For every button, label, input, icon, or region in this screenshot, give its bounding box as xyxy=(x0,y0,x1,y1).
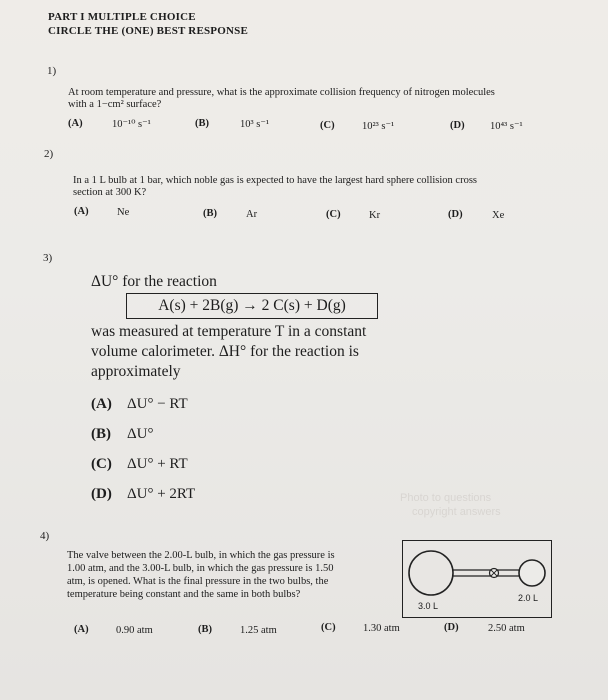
q4-option-d-text[interactable]: 2.50 atm xyxy=(488,623,525,634)
question-1-text-line2: with a 1−cm² surface? xyxy=(68,99,162,110)
question-4-text-line2: 1.00 atm, and the 3.00-L bulb, in which the gas pressure is 1.50 xyxy=(67,563,334,574)
q4-option-c-letter[interactable]: (C) xyxy=(321,622,336,633)
q4-option-b-text[interactable]: 1.25 atm xyxy=(240,625,277,636)
question-2-text-line2: section at 300 K? xyxy=(73,187,147,198)
q1-option-c-letter[interactable]: (C) xyxy=(320,120,335,131)
right-bulb xyxy=(519,560,545,586)
q1-option-a-letter[interactable]: (A) xyxy=(68,118,83,129)
q2-option-a-text[interactable]: Ne xyxy=(117,207,130,218)
q2-option-d-letter[interactable]: (D) xyxy=(448,209,463,220)
left-bulb-label: 3.0 L xyxy=(418,601,439,611)
q3-option-a[interactable] xyxy=(91,396,188,413)
q2-option-a-letter[interactable]: (A) xyxy=(74,206,89,217)
q1-option-b-text[interactable]: 10³ s⁻¹ xyxy=(240,119,270,130)
watermark-line1: Photo to questions xyxy=(400,492,492,504)
q3-option-c[interactable] xyxy=(91,456,188,473)
q1-option-b-letter[interactable]: (B) xyxy=(195,118,209,129)
q2-option-d-text[interactable]: Xe xyxy=(492,210,505,221)
reaction-equation-box: A(s) + 2B(g) → 2 C(s) + D(g) xyxy=(126,293,378,319)
question-2-text-line1: In a 1 L bulb at 1 bar, which noble gas is expected to have the largest hard sphere collision cross xyxy=(73,175,478,186)
q2-option-c-letter[interactable]: (C) xyxy=(326,209,341,220)
question-4-text-line4: temperature being constant and the same in both bulbs? xyxy=(67,589,301,600)
question-4-text-line3: atm, is opened. What is the final pressure in the two bulbs, the xyxy=(67,576,329,587)
q3-option-c-text: ΔU° + RT xyxy=(127,456,188,472)
question-1-text-line1: At room temperature and pressure, what is the approximate collision frequency of nitrogen molecules xyxy=(68,87,495,98)
q3-option-b[interactable] xyxy=(91,426,153,443)
q3-option-d-text: ΔU° + 2RT xyxy=(127,486,196,502)
q4-option-d-letter[interactable]: (D) xyxy=(444,622,459,633)
question-2-number: 2) xyxy=(44,148,54,160)
question-4-number: 4) xyxy=(40,530,50,542)
q2-option-b-text[interactable]: Ar xyxy=(246,209,258,220)
q3-option-a-letter: (A) xyxy=(91,396,112,412)
question-1-number: 1) xyxy=(47,65,57,77)
question-3-line2: was measured at temperature T in a constant xyxy=(91,323,367,340)
q1-option-d-text[interactable]: 10⁴³ s⁻¹ xyxy=(490,121,523,132)
q1-option-d-letter[interactable]: (D) xyxy=(450,120,465,131)
q3-option-b-letter: (B) xyxy=(91,426,111,442)
q3-option-b-text: ΔU° xyxy=(127,426,154,442)
watermark-line2: copyright answers xyxy=(412,506,501,518)
q4-option-b-letter[interactable]: (B) xyxy=(198,624,212,635)
part-instructions: CIRCLE THE (ONE) BEST RESPONSE xyxy=(48,25,248,37)
question-3-line4: approximately xyxy=(91,363,181,380)
q1-option-c-text[interactable]: 10²³ s⁻¹ xyxy=(362,121,395,132)
q4-option-a-text[interactable]: 0.90 atm xyxy=(116,625,153,636)
question-4-text-line1: The valve between the 2.00-L bulb, in which the gas pressure is xyxy=(67,550,335,561)
q3-option-d-letter: (D) xyxy=(91,486,112,502)
q2-option-b-letter[interactable]: (B) xyxy=(203,208,217,219)
left-bulb xyxy=(409,551,453,595)
q3-option-a-text: ΔU° − RT xyxy=(127,396,188,412)
q4-option-a-letter[interactable]: (A) xyxy=(74,624,89,635)
q3-option-d[interactable] xyxy=(91,486,195,503)
part-title: PART I MULTIPLE CHOICE xyxy=(48,11,196,23)
q2-option-c-text[interactable]: Kr xyxy=(369,210,381,221)
question-3-line3: volume calorimeter. ΔH° for the reaction is xyxy=(91,343,359,360)
q1-option-a-text[interactable]: 10⁻¹⁰ s⁻¹ xyxy=(112,119,151,130)
right-bulb-label: 2.0 L xyxy=(518,593,539,603)
question-3-line1: ΔU° for the reaction xyxy=(91,273,217,290)
question-3-number: 3) xyxy=(43,252,53,264)
q3-option-c-letter: (C) xyxy=(91,456,112,472)
q4-option-c-text[interactable]: 1.30 atm xyxy=(363,623,400,634)
